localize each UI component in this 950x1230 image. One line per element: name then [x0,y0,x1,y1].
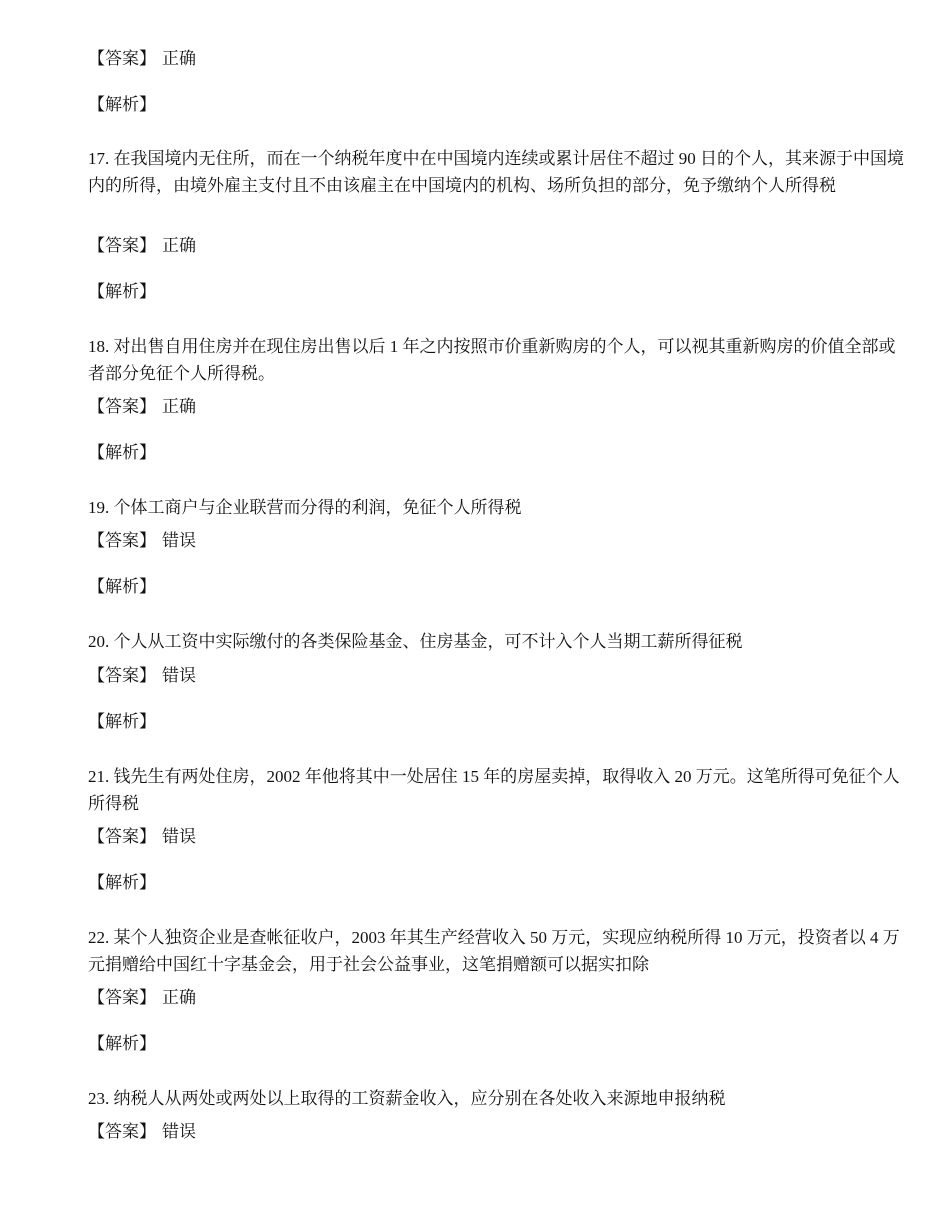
analysis-label: 【解析】 [88,282,156,301]
analysis-line [88,1033,156,1055]
analysis-label: 【解析】 [88,1034,156,1053]
analysis-line [88,281,156,303]
answer-line [88,826,196,848]
question-20: 20. 个人从工资中实际缴付的各类保险基金、住房基金，可不计入个人当期工薪所得征税 [88,632,743,651]
question-23: 23. 纳税人从两处或两处以上取得的工资薪金收入，应分别在各处收入来源地申报纳税 [88,1089,726,1108]
answer-value: 正确 [162,49,196,68]
analysis-label: 【解析】 [88,443,156,462]
question-18: 18. 对出售自用住房并在现住房出售以后 1 年之内按照市价重新购房的个人，可以视其重新购房的价值全部或者部分免征个人所得税。 [88,337,896,383]
answer-line [88,396,196,418]
answer-line [88,987,196,1009]
question-19: 19. 个体工商户与企业联营而分得的利润，免征个人所得税 [88,498,522,517]
answer-value: 错误 [162,1122,196,1141]
answer-line [88,665,196,687]
answer-value: 正确 [162,397,196,416]
answer-label: 【答案】 [88,236,156,255]
answer-line [88,235,196,257]
answer-label: 【答案】 [88,49,156,68]
analysis-line [88,442,156,464]
answer-value: 正确 [162,988,196,1007]
answer-line [88,48,196,70]
answer-value: 错误 [162,827,196,846]
analysis-line [88,711,156,733]
question-21: 21. 钱先生有两处住房，2002 年他将其中一处居住 15 年的房屋卖掉，取得收入 20 万元。这笔所得可免征个人所得税 [88,767,900,813]
answer-line [88,530,196,552]
analysis-line [88,576,156,598]
analysis-label: 【解析】 [88,873,156,892]
answer-label: 【答案】 [88,988,156,1007]
answer-label: 【答案】 [88,1122,156,1141]
answer-label: 【答案】 [88,531,156,550]
answer-label: 【答案】 [88,827,156,846]
question-22: 22. 某个人独资企业是查帐征收户，2003 年其生产经营收入 50 万元，实现应纳税所得 10 万元，投资者以 4 万元捐赠给中国红十字基金会，用于社会公益事业，这笔捐赠额可以据实扣除 [88,928,900,974]
analysis-line [88,872,156,894]
analysis-label: 【解析】 [88,95,156,114]
question-17: 17. 在我国境内无住所，而在一个纳税年度中在中国境内连续或累计居住不超过 90 日的个人，其来源于中国境内的所得，由境外雇主支付且不由该雇主在中国境内的机构、场所负担的部分，免予缴纳个人所得税 [88,149,904,195]
answer-line [88,1121,196,1143]
answer-label: 【答案】 [88,666,156,685]
analysis-label: 【解析】 [88,712,156,731]
answer-value: 错误 [162,666,196,685]
answer-value: 正确 [162,236,196,255]
analysis-label: 【解析】 [88,577,156,596]
answer-value: 错误 [162,531,196,550]
answer-label: 【答案】 [88,397,156,416]
analysis-line [88,94,156,116]
